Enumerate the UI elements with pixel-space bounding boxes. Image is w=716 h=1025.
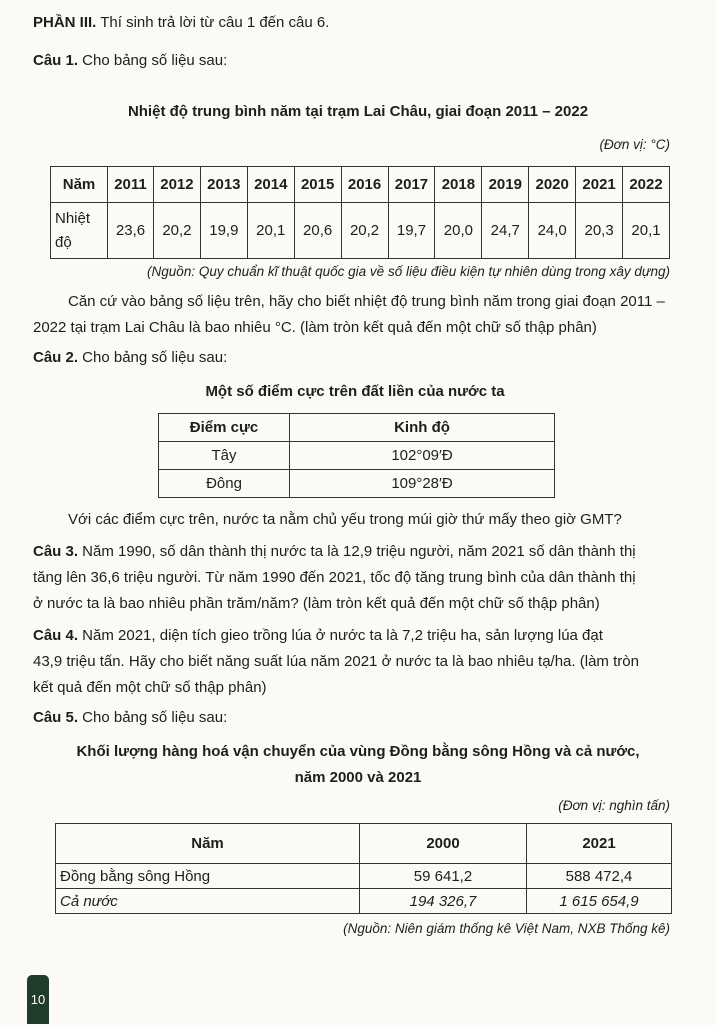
table-cell: 24,7 (482, 203, 529, 259)
q3-text: Năm 1990, số dân thành thị nước ta là 12,9 triệu người, năm 2021 số dân thành thị (78, 543, 636, 560)
part-heading (33, 10, 672, 36)
q3-line (33, 539, 672, 565)
header-cell: Điểm cực (159, 414, 290, 442)
header-cell: 2014 (247, 167, 294, 203)
table-header-row (51, 167, 670, 203)
part-label: PHẦN III. (33, 14, 97, 31)
q1-unit: (Đơn vị: °C) (599, 137, 670, 152)
table-cell: 20,2 (153, 203, 200, 259)
row-label-line: độ (55, 233, 72, 251)
q1-question-line: 2022 tại trạm Lai Châu là bao nhiêu °C. (làm tròn kết quả đến một chữ số thập phân) (33, 319, 597, 336)
table-cell: 20,6 (294, 203, 341, 259)
table-cell: 194 326,7 (360, 889, 527, 914)
freight-table (55, 823, 672, 914)
header-cell: Năm (56, 824, 360, 864)
table-cell: 109°28′Đ (290, 470, 555, 498)
header-cell: 2000 (360, 824, 527, 864)
q5-source: (Nguồn: Niên giám thống kê Việt Nam, NXB Thống kê) (343, 921, 670, 936)
q1-source: (Nguồn: Quy chuẩn kĩ thuật quốc gia về số liệu điều kiện tự nhiên dùng trong xây dựng) (147, 264, 670, 279)
header-cell: Kinh độ (290, 414, 555, 442)
table-cell: 20,1 (623, 203, 670, 259)
table-header-row (159, 414, 555, 442)
table-row (51, 203, 670, 259)
table-cell: Tây (159, 442, 290, 470)
q1-label: Câu 1. (33, 52, 79, 69)
table-cell: 19,7 (388, 203, 435, 259)
table-cell: Đông (159, 470, 290, 498)
q4-line: 43,9 triệu tấn. Hãy cho biết năng suất lúa năm 2021 ở nước ta là bao nhiêu tạ/ha. (làm tròn (33, 653, 639, 670)
table-cell: 20,1 (247, 203, 294, 259)
q2-question: Với các điểm cực trên, nước ta nằm chủ yếu trong múi giờ thứ mấy theo giờ GMT? (68, 511, 622, 528)
q2-label: Câu 2. (33, 349, 79, 366)
header-cell: 2018 (435, 167, 482, 203)
q2-text: Cho bảng số liệu sau: (78, 349, 228, 366)
header-cell: 2011 (108, 167, 154, 203)
q1-question-line: Căn cứ vào bảng số liệu trên, hãy cho biết nhiệt độ trung bình năm trong giai đoạn 2011 – (68, 293, 665, 310)
table-cell: 59 641,2 (360, 864, 527, 889)
header-cell: 2012 (153, 167, 200, 203)
table-cell: 102°09′Đ (290, 442, 555, 470)
q5-table-title: Khối lượng hàng hoá vận chuyển của vùng Đồng bằng sông Hồng và cả nước, (76, 743, 640, 760)
header-cell: 2020 (529, 167, 576, 203)
table-row (56, 864, 672, 889)
table-cell: Đồng bằng sông Hồng (56, 864, 360, 889)
q5-label: Câu 5. (33, 709, 79, 726)
q1-text: Cho bảng số liệu sau: (78, 52, 228, 69)
row-label (51, 203, 108, 259)
header-cell: 2019 (482, 167, 529, 203)
q5-heading (33, 705, 672, 731)
header-cell: 2022 (623, 167, 670, 203)
header-cell: 2013 (200, 167, 247, 203)
header-cell: 2021 (527, 824, 672, 864)
q5-table-title: năm 2000 và 2021 (294, 769, 422, 786)
table-cell: 20,0 (435, 203, 482, 259)
table-cell: 1 615 654,9 (527, 889, 672, 914)
part-text: Thí sinh trả lời từ câu 1 đến câu 6. (96, 14, 330, 31)
table-cell: 20,2 (341, 203, 388, 259)
header-cell: 2017 (388, 167, 435, 203)
q4-line (33, 623, 672, 649)
table-cell: 19,9 (200, 203, 247, 259)
row-label-line: Nhiệt (55, 209, 91, 227)
header-cell: 2016 (341, 167, 388, 203)
table-cell: Cả nước (56, 889, 360, 914)
table-cell: 23,6 (108, 203, 154, 259)
table-row (159, 442, 555, 470)
q5-unit: (Đơn vị: nghìn tấn) (558, 798, 670, 813)
header-cell: 2015 (294, 167, 341, 203)
temperature-table (50, 166, 670, 259)
table-cell: 24,0 (529, 203, 576, 259)
table-cell: 20,3 (576, 203, 623, 259)
table-row (56, 889, 672, 914)
page-number: 10 (27, 975, 49, 1024)
header-cell: Năm (51, 167, 108, 203)
q1-heading (33, 48, 672, 74)
q3-line: tăng lên 36,6 triệu người. Từ năm 1990 đến 2021, tốc độ tăng trung bình của dân thành thị (33, 569, 636, 586)
q3-label: Câu 3. (33, 543, 79, 560)
q4-label: Câu 4. (33, 627, 79, 644)
q2-heading (33, 345, 672, 371)
table-cell: 588 472,4 (527, 864, 672, 889)
table-header-row (56, 824, 672, 864)
q4-text: Năm 2021, diện tích gieo trồng lúa ở nước ta là 7,2 triệu ha, sản lượng lúa đạt (78, 627, 603, 644)
q3-line: ở nước ta là bao nhiêu phần trăm/năm? (làm tròn kết quả đến một chữ số thập phân) (33, 595, 600, 612)
extreme-points-table (158, 413, 555, 498)
q4-line: kết quả đến một chữ số thập phân) (33, 679, 267, 696)
header-cell: 2021 (576, 167, 623, 203)
q1-table-title: Nhiệt độ trung bình năm tại trạm Lai Châu, giai đoạn 2011 – 2022 (127, 103, 589, 120)
q2-table-title: Một số điểm cực trên đất liền của nước ta (205, 383, 505, 400)
q5-text: Cho bảng số liệu sau: (78, 709, 228, 726)
table-row (159, 470, 555, 498)
